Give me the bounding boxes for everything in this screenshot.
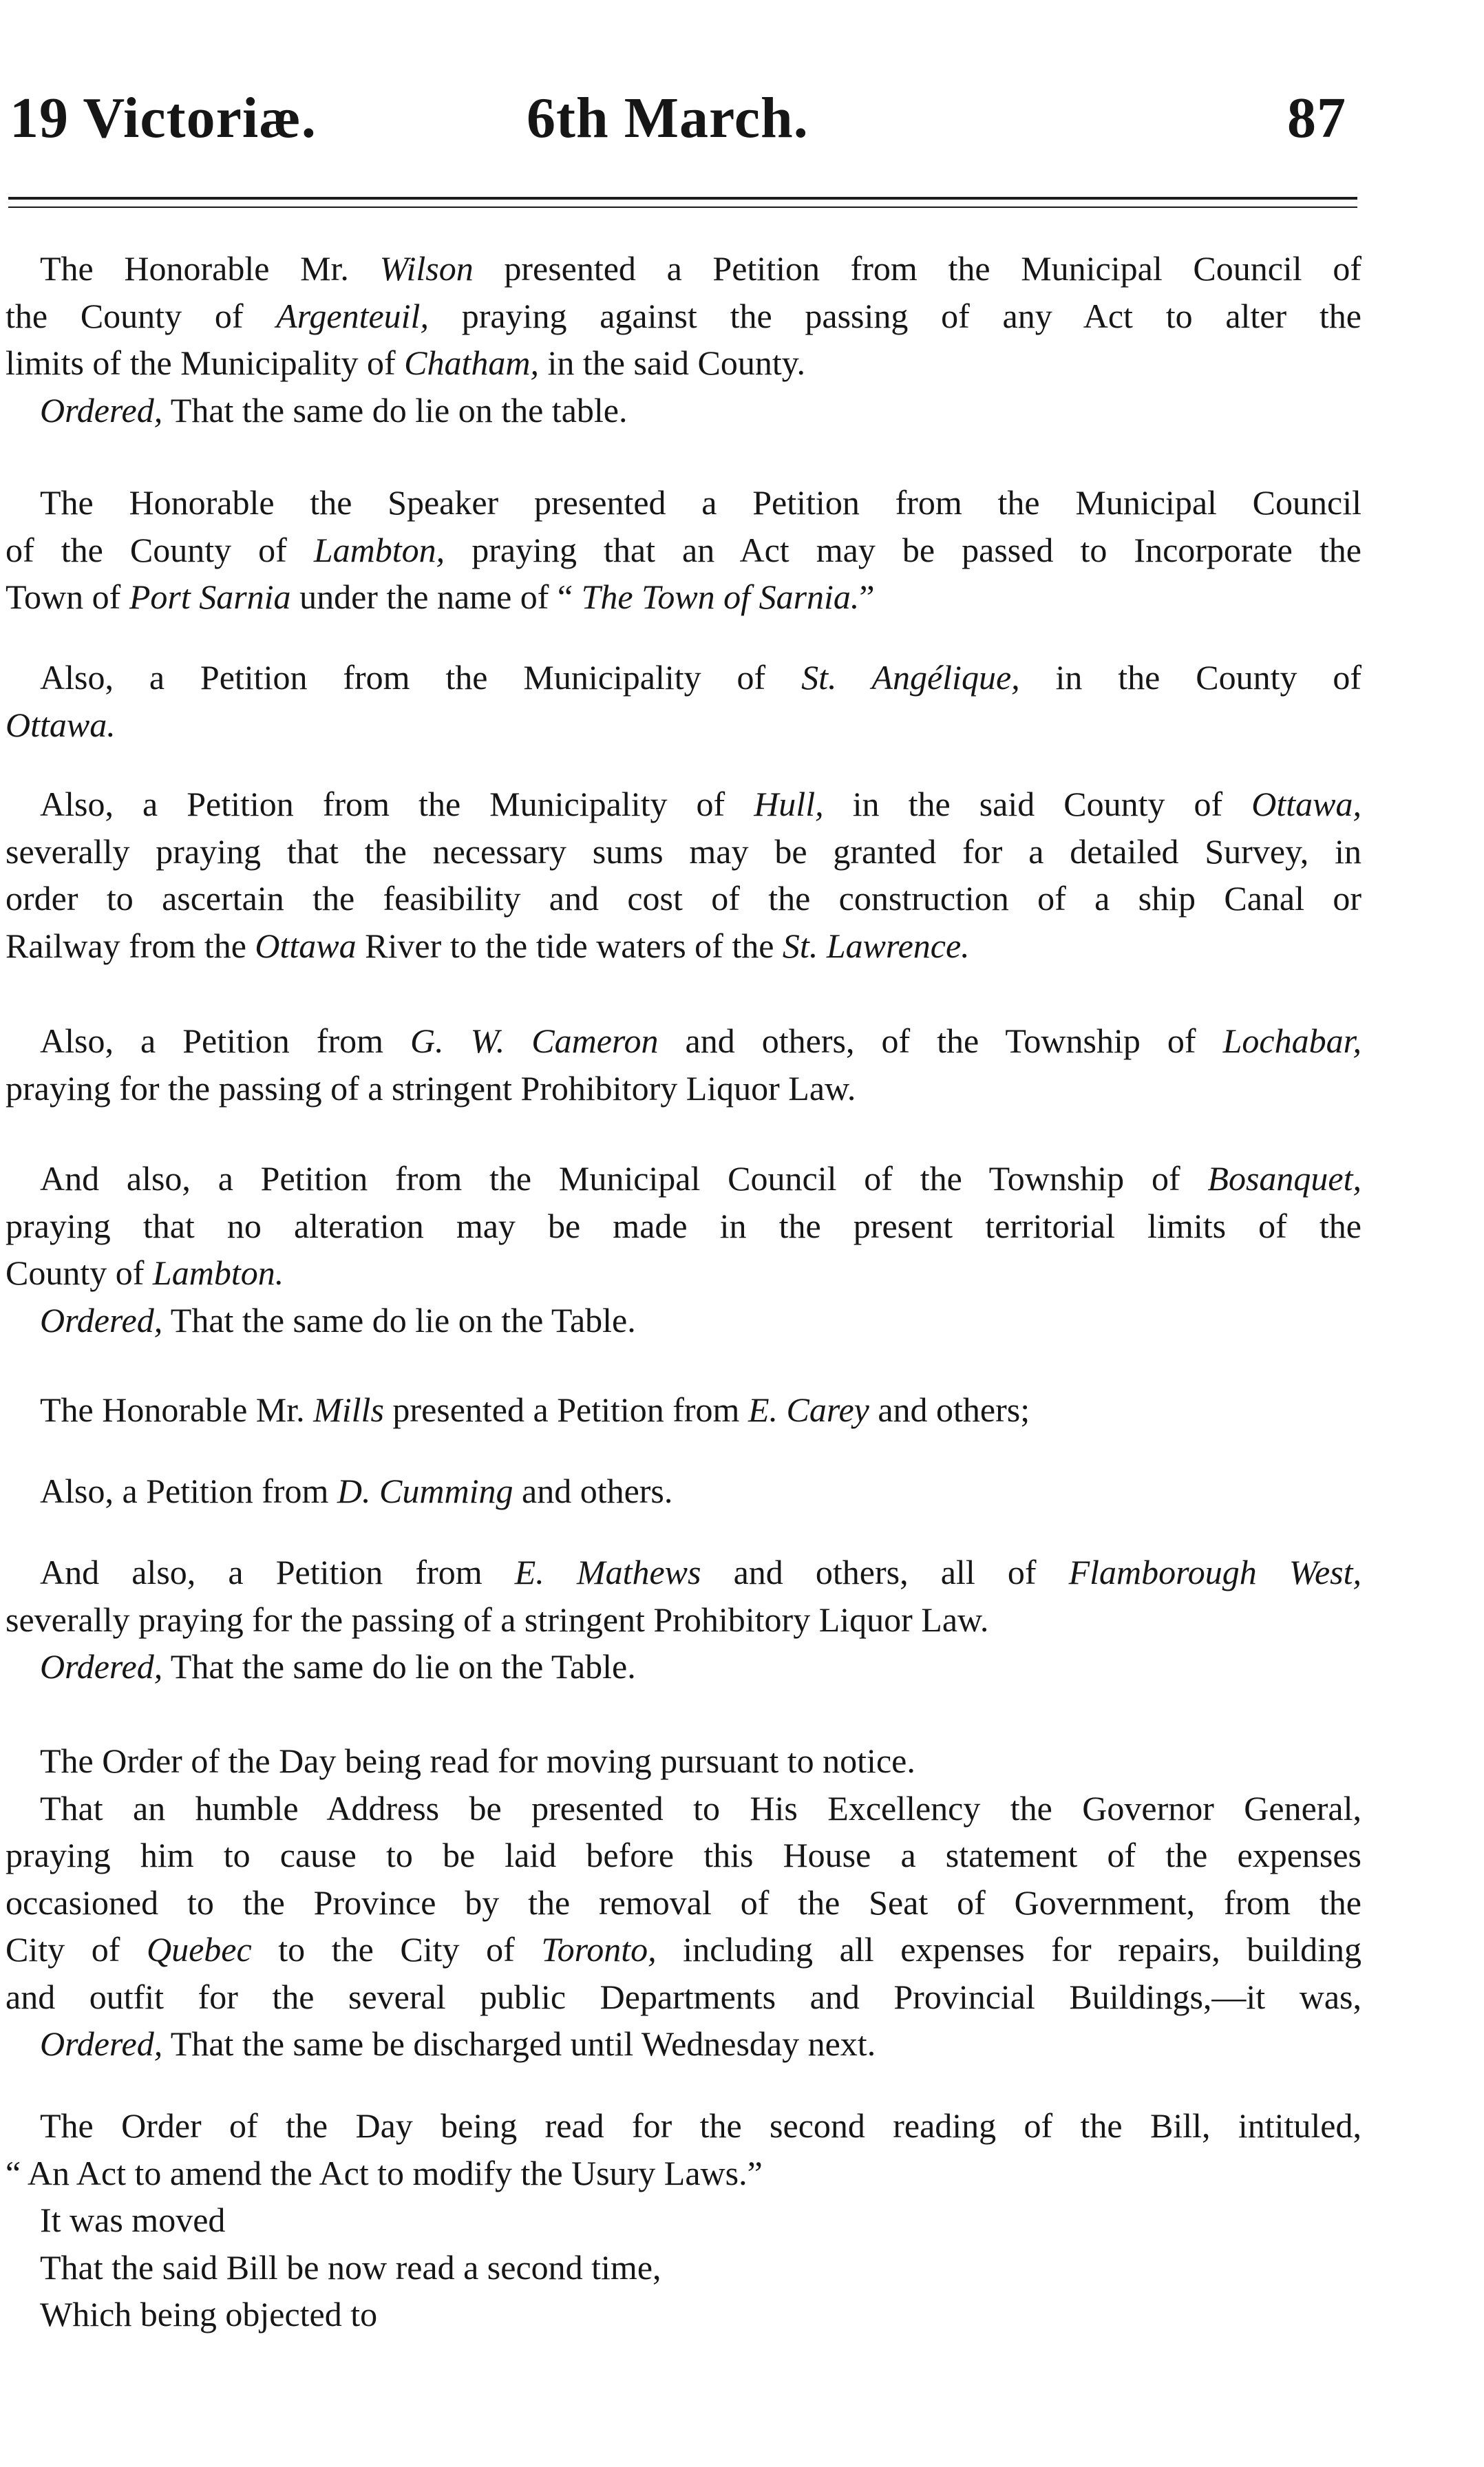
paragraph-hull-petition — [6, 781, 1361, 969]
text-line: occasioned to the Province by the removal of the Seat of Government, from the — [6, 1883, 1361, 1922]
text-line: Which being objected to — [40, 2295, 378, 2333]
paragraph-mathews-petition — [6, 1549, 1361, 1691]
date-title: 6th March. — [527, 86, 809, 150]
paragraph-st-angelique — [6, 654, 1361, 748]
paragraph-cumming-petition — [6, 1468, 1361, 1515]
text-line: and outfit for the several public Departments and Provincial Buildings,—it was, — [6, 1977, 1361, 2016]
text-line: It was moved — [40, 2201, 226, 2239]
text-line: severally praying for the passing of a stringent Prohibitory Liquor Law. — [6, 1600, 989, 1639]
text-line: The Honorable the Speaker presented a Petition from the Municipal Council — [40, 483, 1361, 522]
text-line: Also, a Petition from the Municipality of Hull, in the said County of Ottawa, — [40, 785, 1361, 823]
paragraph-mills-petition — [6, 1386, 1361, 1434]
text-line: praying him to cause to be laid before this House a statement of the expenses — [6, 1836, 1361, 1874]
paragraph-usury-bill — [6, 2102, 1361, 2338]
text-line: severally praying that the necessary sums may be granted for a detailed Survey, in — [6, 832, 1361, 871]
text-line: And also, a Petition from the Municipal Council of the Township of Bosanquet, — [40, 1159, 1361, 1198]
text-line: of the County of Lambton, praying that an Act may be passed to Incorporate the — [6, 530, 1361, 569]
text-line: Also, a Petition from D. Cumming and others. — [40, 1472, 673, 1510]
text-line: And also, a Petition from E. Mathews and others, all of Flamborough West, — [40, 1553, 1361, 1591]
header-rule-thin — [8, 207, 1357, 208]
paragraph-seat-of-government — [6, 1737, 1361, 2068]
order-line: Ordered, That the same be discharged until Wednesday next. — [40, 2024, 876, 2063]
text-line: Ottawa. — [6, 705, 116, 744]
order-line: Ordered, That the same do lie on the Table. — [40, 1300, 636, 1340]
paragraph-wilson-petition — [6, 245, 1361, 434]
text-line: Also, a Petition from the Municipality of St. Angélique, in the County of — [40, 658, 1361, 697]
header-rule — [8, 197, 1357, 200]
text-line: Also, a Petition from G. W. Cameron and others, of the Township of Lochabar, — [40, 1021, 1362, 1060]
text-line: the County of Argenteuil, praying against the passing of any Act to alter the — [6, 296, 1361, 335]
text-line: The Order of the Day being read for moving pursuant to notice. — [40, 1741, 915, 1780]
page-header — [0, 55, 1377, 158]
text-line: “ An Act to amend the Act to modify the Usury Laws.” — [6, 2153, 763, 2192]
text-line: praying for the passing of a stringent Prohibitory Liquor Law. — [6, 1068, 856, 1108]
session-title: 19 Victoriæ. — [10, 86, 317, 150]
paragraph-bosanquet-petition — [6, 1155, 1361, 1344]
text-line: The Order of the Day being read for the second reading of the Bill, intituled, — [40, 2106, 1361, 2145]
order-line: Ordered, That the same do lie on the table. — [40, 390, 628, 430]
text-line: That an humble Address be presented to His Excellency the Governor General, — [40, 1788, 1361, 1828]
text-line: Town of Port Sarnia under the name of “ The Town of Sarnia.” — [6, 578, 875, 616]
text-line: The Honorable Mr. Mills presented a Petition from E. Carey and others; — [40, 1390, 1030, 1429]
text-line: limits of the Municipality of Chatham, in the said County. — [6, 343, 805, 382]
paragraph-speaker-petition — [6, 479, 1361, 621]
text-line: County of Lambton. — [6, 1253, 284, 1292]
text-line: order to ascertain the feasibility and cost of the construction of a ship Canal or — [6, 879, 1361, 918]
page-number: 87 — [1287, 86, 1346, 150]
text-line: City of Quebec to the City of Toronto, including all expenses for repairs, building — [6, 1930, 1361, 1969]
paragraph-cameron-petition — [6, 1017, 1361, 1112]
text-line: That the said Bill be now read a second time, — [40, 2247, 661, 2287]
text-line: praying that no alteration may be made in the present territorial limits of the — [6, 1206, 1361, 1245]
text-line: Railway from the Ottawa River to the tide waters of the St. Lawrence. — [6, 926, 970, 965]
text-line: The Honorable Mr. Wilson presented a Petition from the Municipal Council of — [40, 249, 1361, 288]
order-line: Ordered, That the same do lie on the Table. — [40, 1647, 636, 1686]
